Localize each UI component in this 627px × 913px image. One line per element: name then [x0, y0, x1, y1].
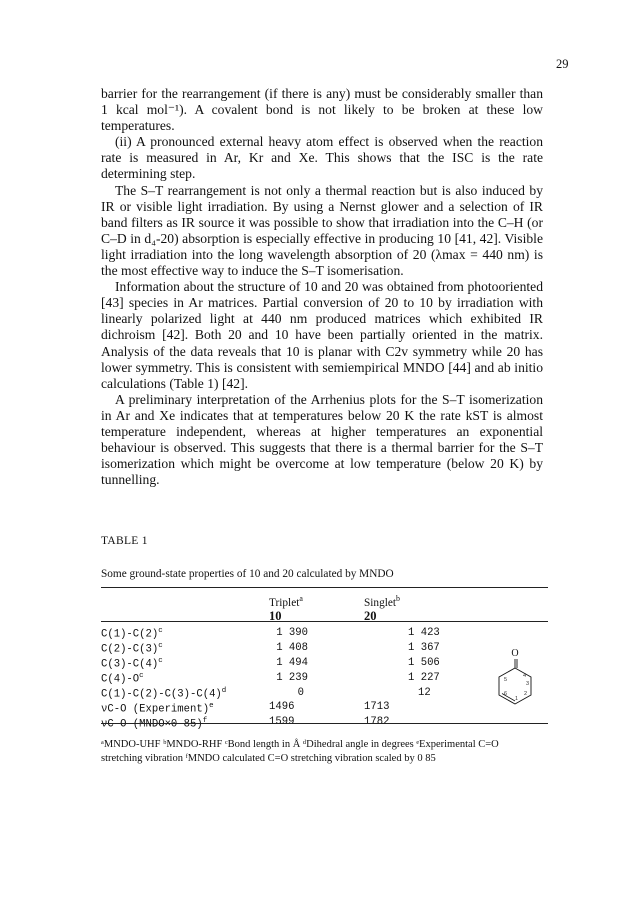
singlet-value: 12	[418, 686, 431, 699]
table-row	[101, 656, 548, 671]
header-triplet-number: 10	[269, 608, 282, 623]
row-label: $C(2)-C(3)^c$	[101, 641, 163, 656]
header-triplet-label: Triplet	[269, 596, 300, 609]
triplet-value: 1 239	[276, 671, 308, 684]
header-singlet-number: 20	[364, 608, 377, 623]
row-label: νC-O (MNDO×0 85)$^f$	[101, 716, 208, 731]
row-label: νC-O (Experiment)$^e$	[101, 701, 214, 716]
singlet-value: 1 423	[408, 626, 440, 639]
paragraph-2: (ii) A pronounced external heavy atom effect is observed when the reaction rate is measured in Ar, Kr and Xe. This shows that the ISC is the rate determining step.	[101, 134, 543, 182]
header-triplet	[269, 592, 303, 624]
ring-position-3: 3	[526, 681, 530, 687]
table-footnotes	[101, 738, 548, 766]
paragraph-3: The S–T rearrangement is not only a thermal reaction but is also induced by IR or visible light irradiation. By using a Nernst glower and a selection of IR band filters as IR source it was possible to show that irradiation into the C–H (or C–D in d₄-20) absorption is especially effective in producing 10 [41, 42]. Visible light irradiation into the long wavelength absorption of 20 (λmax = 440 nm) is the most effective way to induce the S–T isomerisation.	[101, 182, 543, 279]
footnote-line: stretching vibration ᶠMNDO calculated C=O stretching vibration scaled by 0 85	[101, 753, 436, 764]
row-label: $C(1)-C(2)^c$	[101, 627, 163, 641]
header-singlet-footnote: b	[396, 594, 400, 603]
properties-table	[101, 626, 548, 731]
row-label: $C(4)-O^c$	[101, 671, 144, 686]
table-bottom-rule	[101, 723, 548, 724]
singlet-value: 1 506	[408, 656, 440, 669]
triplet-value: 1496	[269, 701, 295, 714]
row-label: $C(3)-C(4)^c$	[101, 656, 163, 671]
singlet-value: 1 227	[408, 671, 440, 684]
singlet-value: 1713	[364, 701, 390, 714]
ring-position-2: 2	[524, 691, 528, 697]
triplet-value: 0	[297, 686, 304, 699]
row-label: $C(1)-C(2)-C(3)-C(4)^d$	[101, 686, 227, 701]
ring-position-5: 5	[504, 677, 508, 683]
footnote-line: ᵃMNDO-UHF ᵇMNDO-RHF ᶜBond length in Å ᵈDihedral angle in degrees ᵉExperimental C=O	[101, 739, 499, 750]
table-label: TABLE 1	[101, 535, 148, 547]
quinone-methide-structure	[493, 646, 537, 710]
table-header-rule	[101, 621, 548, 622]
paragraph-5: A preliminary interpretation of the Arrhenius plots for the S–T isomerization in Ar and Xe indicates that at temperatures below 20 K the rate kST is almost temperature independent, whereas at higher temperatures an exponential behaviour is observed. This suggests that there is a thermal barrier for the S–T isomerization which might be overcome at low temperature (below 20 K) by tunnelling.	[101, 391, 543, 488]
page-number: 29	[556, 57, 569, 71]
header-singlet-label: Singlet	[364, 596, 397, 609]
table-row	[101, 686, 548, 701]
body-text	[101, 86, 543, 488]
triplet-value: 1 494	[276, 656, 308, 669]
table-row	[101, 641, 548, 656]
header-singlet	[364, 592, 400, 624]
paragraph-4: Information about the structure of 10 and 20 was obtained from photooriented [43] species in Ar matrices. Partial conversion of 20 to 10 by irradiation with linearly polarized light at 440 nm produced matrices which exhibited IR dichroism [42]. Both 20 and 10 have been partially oriented in the matrix. Analysis of the data reveals that 10 is planar with C2v symmetry while 20 has lower symmetry. This is consistent with semiempirical MNDO [44] and ab initio calculations (Table 1) [42].	[101, 279, 543, 391]
triplet-value: 1599	[269, 716, 295, 729]
triplet-value: 1 408	[276, 641, 308, 654]
table-top-rule	[101, 587, 548, 588]
singlet-value: 1782	[364, 716, 390, 729]
table-row	[101, 701, 548, 716]
header-triplet-footnote: a	[299, 594, 303, 603]
ring-position-6: 6	[504, 691, 508, 697]
table-caption: Some ground-state properties of 10 and 20 calculated by MNDO	[101, 568, 394, 580]
table-row	[101, 671, 548, 686]
triplet-value: 1 390	[276, 626, 308, 639]
ring-position-1: 1	[515, 696, 519, 702]
ring-position-4: 4	[523, 673, 527, 679]
singlet-value: 1 367	[408, 641, 440, 654]
oxygen-atom-label: O	[511, 648, 519, 659]
table-row	[101, 626, 548, 641]
paragraph-1: barrier for the rearrangement (if there is any) must be considerably smaller than 1 kcal mol⁻¹). A covalent bond is not likely to be broken at these low temperatures.	[101, 86, 543, 134]
